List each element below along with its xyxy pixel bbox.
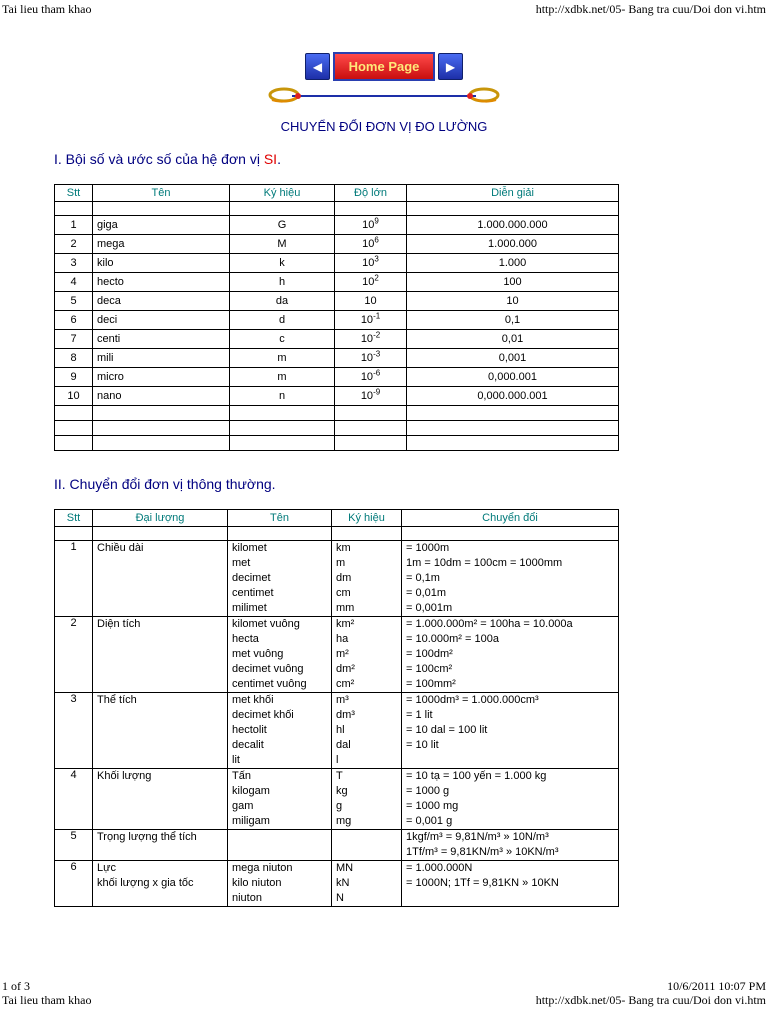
magnitude-cell xyxy=(335,368,407,387)
unit-conversion-table xyxy=(54,509,619,907)
table-row xyxy=(55,254,619,273)
magnitude-cell xyxy=(335,330,407,349)
magnitude-cell xyxy=(335,235,407,254)
unit-names-cell: kilomet vuông hecta met vuông decimet vuông centimet vuông xyxy=(228,617,332,693)
print-datetime: 10/6/2011 10:07 PM xyxy=(667,979,766,993)
power-base: 10 xyxy=(360,371,374,383)
section-1-title-text: I. Bội số và ước số của hệ đơn vị xyxy=(54,151,264,167)
unit-symbols-cell: MN kN N xyxy=(332,861,402,907)
name-cell: centi xyxy=(93,330,230,349)
table-row xyxy=(55,541,619,617)
page-count: 1 of 3 xyxy=(2,979,30,993)
stt-cell: 1 xyxy=(55,216,93,235)
stt-cell: 5 xyxy=(55,830,93,861)
stt-cell: 9 xyxy=(55,368,93,387)
description-cell: 0,000.000.001 xyxy=(407,387,619,406)
power-exponent: -2 xyxy=(373,330,381,340)
unit-symbols-cell xyxy=(332,830,402,861)
symbol-cell: G xyxy=(230,216,335,235)
stt-cell: 4 xyxy=(55,273,93,292)
section-1-title xyxy=(54,151,281,167)
power-exponent: -3 xyxy=(373,349,381,359)
column-header-stt: Stt xyxy=(55,185,93,202)
name-cell: kilo xyxy=(93,254,230,273)
magnitude-cell xyxy=(335,311,407,330)
unit-names-cell: met khối decimet khối hectolit decalit lit xyxy=(228,693,332,769)
table-row xyxy=(55,368,619,387)
unit-names-cell: Tấn kilogam gam miligam xyxy=(228,769,332,830)
description-cell: 0,01 xyxy=(407,330,619,349)
section-1-title-si: SI xyxy=(263,151,278,167)
table-row xyxy=(55,349,619,368)
table-row xyxy=(55,235,619,254)
power-exponent: 2 xyxy=(374,273,379,283)
conversion-cell: = 1000dm³ = 1.000.000cm³ = 1 lit = 10 dal = 100 lit = 10 lit xyxy=(402,693,619,769)
symbol-cell: c xyxy=(230,330,335,349)
symbol-cell: h xyxy=(230,273,335,292)
name-cell: mili xyxy=(93,349,230,368)
table-row xyxy=(55,216,619,235)
empty-row xyxy=(55,421,619,436)
right-arrow-icon: ▶ xyxy=(445,59,456,74)
stt-cell: 4 xyxy=(55,769,93,830)
power-exponent: 6 xyxy=(374,235,379,245)
conversion-cell: = 1.000.000N = 1000N; 1Tf = 9,81KN » 10KN xyxy=(402,861,619,907)
magnitude-cell xyxy=(335,387,407,406)
symbol-cell: m xyxy=(230,349,335,368)
name-cell: deca xyxy=(93,292,230,311)
column-header-symbol: Ký hiệu xyxy=(230,185,335,202)
unit-names-cell xyxy=(228,830,332,861)
empty-row xyxy=(55,406,619,421)
power-exponent: 3 xyxy=(374,254,379,264)
symbol-cell: k xyxy=(230,254,335,273)
power-base: 10 xyxy=(362,238,375,250)
description-cell: 0,1 xyxy=(407,311,619,330)
conversion-cell: = 10 tạ = 100 yến = 1.000 kg = 1000 g = 1000 mg = 0,001 g xyxy=(402,769,619,830)
home-page-label: Home Page xyxy=(348,59,420,74)
table-row xyxy=(55,693,619,769)
stt-cell: 5 xyxy=(55,292,93,311)
power-base: 10 xyxy=(362,257,375,269)
power-exponent: -9 xyxy=(373,387,381,397)
description-cell: 100 xyxy=(407,273,619,292)
column-header-name: Tên xyxy=(93,185,230,202)
table-row xyxy=(55,830,619,861)
table-row xyxy=(55,273,619,292)
conversion-cell: = 1000m 1m = 10dm = 100cm = 1000mm = 0,1m = 0,01m = 0,001m xyxy=(402,541,619,617)
symbol-cell: m xyxy=(230,368,335,387)
power-base: 10 xyxy=(360,333,374,345)
stt-cell: 1 xyxy=(55,541,93,617)
table-row xyxy=(55,330,619,349)
unit-symbols-cell: T kg g mg xyxy=(332,769,402,830)
unit-names-cell: mega niuton kilo niuton niuton xyxy=(228,861,332,907)
power-base: 10 xyxy=(360,314,374,326)
description-cell: 1.000.000.000 xyxy=(407,216,619,235)
stt-cell: 7 xyxy=(55,330,93,349)
conversion-cell: 1kgf/m³ = 9,81N/m³ » 10N/m³ 1Tf/m³ = 9,81KN/m³ » 10KN/m³ xyxy=(402,830,619,861)
description-cell: 0,000.001 xyxy=(407,368,619,387)
quantity-cell: Thể tích xyxy=(93,693,228,769)
power-base: 10 xyxy=(360,390,374,402)
ornament-divider-icon xyxy=(262,86,506,106)
table-row xyxy=(55,617,619,693)
description-cell: 1.000.000 xyxy=(407,235,619,254)
stt-cell: 6 xyxy=(55,311,93,330)
page-title: CHUYỂN ĐỔI ĐƠN VỊ ĐO LƯỜNG xyxy=(280,119,488,134)
column-header-stt: Stt xyxy=(55,510,93,527)
stt-cell: 2 xyxy=(55,235,93,254)
magnitude-cell xyxy=(335,349,407,368)
unit-symbols-cell: m³ dm³ hl dal l xyxy=(332,693,402,769)
name-cell: mega xyxy=(93,235,230,254)
table-row xyxy=(55,861,619,907)
next-page-button[interactable] xyxy=(438,53,463,80)
stt-cell: 3 xyxy=(55,693,93,769)
column-header-conversion: Chuyển đổi xyxy=(402,510,619,527)
print-footer-url: http://xdbk.net/05- Bang tra cuu/Doi don vi.htm xyxy=(535,993,766,1007)
name-cell: micro xyxy=(93,368,230,387)
table-row xyxy=(55,292,619,311)
column-header-description: Diễn giải xyxy=(407,185,619,202)
stt-cell: 3 xyxy=(55,254,93,273)
quantity-cell: Trọng lượng thể tích xyxy=(93,830,228,861)
table-row xyxy=(55,769,619,830)
magnitude-cell xyxy=(335,254,407,273)
stt-cell: 2 xyxy=(55,617,93,693)
name-cell: hecto xyxy=(93,273,230,292)
magnitude-cell xyxy=(335,216,407,235)
power-base: 10 xyxy=(362,276,375,288)
power-exponent: -6 xyxy=(373,368,381,378)
magnitude-cell xyxy=(335,273,407,292)
prev-page-button[interactable] xyxy=(305,53,330,80)
symbol-cell: d xyxy=(230,311,335,330)
description-cell: 10 xyxy=(407,292,619,311)
si-prefix-table xyxy=(54,184,619,451)
empty-row xyxy=(55,436,619,451)
column-header-name: Tên xyxy=(228,510,332,527)
quantity-cell: Chiều dài xyxy=(93,541,228,617)
name-cell: deci xyxy=(93,311,230,330)
section-2-title: II. Chuyển đổi đơn vị thông thường. xyxy=(54,476,276,492)
symbol-cell: M xyxy=(230,235,335,254)
power-base: 10 xyxy=(362,219,375,231)
home-page-button[interactable] xyxy=(333,52,435,81)
unit-symbols-cell: km² ha m² dm² cm² xyxy=(332,617,402,693)
print-footer-title: Tai lieu tham khao xyxy=(2,993,92,1007)
stt-cell: 6 xyxy=(55,861,93,907)
conversion-cell: = 1.000.000m² = 100ha = 10.000a = 10.000m² = 100a = 100dm² = 100cm² = 100mm² xyxy=(402,617,619,693)
column-header-magnitude: Độ lớn xyxy=(335,185,407,202)
print-header-title: Tai lieu tham khao xyxy=(2,2,92,16)
power-base: 10 xyxy=(360,352,374,364)
left-arrow-icon: ◀ xyxy=(312,59,323,74)
column-header-quantity: Đại lượng xyxy=(93,510,228,527)
unit-symbols-cell: km m dm cm mm xyxy=(332,541,402,617)
table-row xyxy=(55,311,619,330)
stt-cell: 10 xyxy=(55,387,93,406)
power-base: 10 xyxy=(364,295,377,307)
quantity-cell: Khối lượng xyxy=(93,769,228,830)
quantity-cell: Diện tích xyxy=(93,617,228,693)
description-cell: 1.000 xyxy=(407,254,619,273)
section-1-title-suffix: . xyxy=(277,151,281,167)
power-exponent: -1 xyxy=(373,311,381,321)
magnitude-cell xyxy=(335,292,407,311)
print-header-url: http://xdbk.net/05- Bang tra cuu/Doi don vi.htm xyxy=(535,2,766,16)
table-row xyxy=(55,387,619,406)
quantity-cell: Lực khối lượng x gia tốc xyxy=(93,861,228,907)
power-exponent: 9 xyxy=(374,216,379,226)
description-cell: 0,001 xyxy=(407,349,619,368)
symbol-cell: da xyxy=(230,292,335,311)
unit-names-cell: kilomet met decimet centimet milimet xyxy=(228,541,332,617)
symbol-cell: n xyxy=(230,387,335,406)
stt-cell: 8 xyxy=(55,349,93,368)
name-cell: giga xyxy=(93,216,230,235)
name-cell: nano xyxy=(93,387,230,406)
column-header-symbol: Ký hiệu xyxy=(332,510,402,527)
